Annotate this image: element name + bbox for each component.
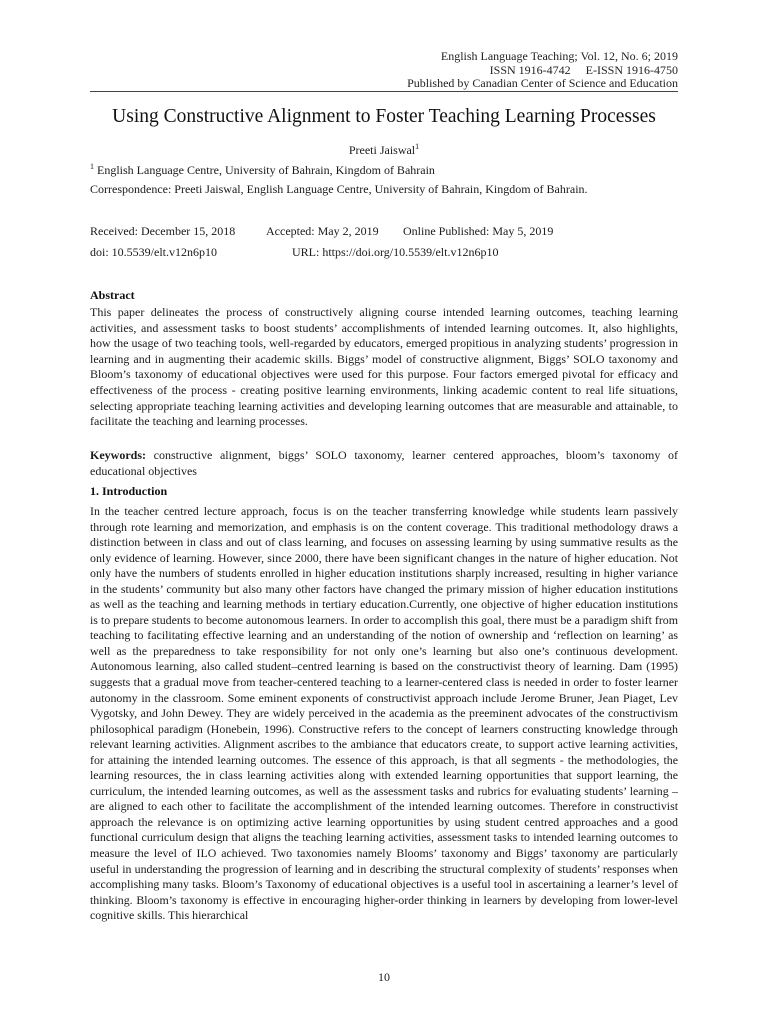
keywords-text: constructive alignment, biggs’ SOLO taxonomy, learner centered approaches, bloom’s taxonomy of educational objectives: [90, 448, 678, 478]
publication-dates: [90, 224, 678, 238]
correspondence: Correspondence: Preeti Jaiswal, English Language Centre, University of Bahrain, Kingdom of Bahrain.: [90, 182, 588, 196]
author-line: [90, 143, 678, 157]
affiliation-text: English Language Centre, University of Bahrain, Kingdom of Bahrain: [97, 163, 435, 177]
header-rule: [90, 91, 678, 92]
running-head: [407, 50, 678, 91]
published-date: Online Published: May 5, 2019: [403, 224, 554, 238]
abstract-text: This paper delineates the process of constructively aligning course intended learning outcomes, teaching learning activities, and assessment tasks to boost students’ accomplishments of intended learning outcomes. It, also highlights, how the usage of two teaching tools, well-regarded by educators, emerged propitious in analyzing students’ progression in learning and in augmenting their academic skills. Biggs’ model of constructive alignment, Biggs’ SOLO taxonomy and Bloom’s taxonomy of educational objectives were used for this purpose. Four factors emerged pivotal for efficacy and effectiveness of the process - creating positive learning environments, linking academic content to real life situations, selecting appropriate teaching learning activities and developing learning outcomes that are measurable and attainable, to facilitate the teaching and learning processes.: [90, 305, 678, 429]
publisher-line: Published by Canadian Center of Science and Education: [407, 76, 678, 90]
doi[interactable]: doi: 10.5539/elt.v12n6p10: [90, 245, 217, 259]
affiliation: [90, 163, 678, 177]
author-name: Preeti Jaiswal: [348, 143, 416, 157]
page-number: 10: [378, 970, 390, 984]
author-superscript: 1: [415, 142, 420, 151]
keywords-label: Keywords:: [90, 448, 146, 462]
keywords: [90, 448, 678, 479]
abstract-heading: Abstract: [90, 288, 135, 302]
introduction-heading: 1. Introduction: [90, 484, 168, 498]
article-title: Using Constructive Alignment to Foster Teaching Learning Processes: [112, 106, 656, 127]
journal-citation: English Language Teaching; Vol. 12, No. 6; 2019: [440, 49, 678, 63]
accepted-date: Accepted: May 2, 2019: [266, 224, 379, 238]
issn-line: ISSN 1916-4742 E-ISSN 1916-4750: [489, 62, 678, 77]
introduction-text: In the teacher centred lecture approach, focus is on the teacher transferring knowledge while students learn passively through rote learning and memorization, and emphasis is on the content coverage. This traditional methodology draws a distinction between in class and out of class learning, and focuses on assessing learning by using summative results as the only evidence of learning. However, since 2000, there have been significant changes in the nature of higher education. Not only have the numbers of students enrolled in higher education institutions sharply increased, resulting in higher variance in the students’ community but also many other factors have changed the primary mission of higher education institutions as well as the teaching and learning methods in tertiary education.Currently, one objective of higher education institutions is to prepare students to become autonomous learners. In order to accomplish this goal, there must be a paradigm shift from teaching to facilitating effective learning and an understanding of the notion of ownership and ‘reflection on learning’ as well as the preparedness to take responsibility for not only one’s learning but also one’s continuous development. Autonomous learning, also called student–centred learning is based on the constructivist theory of learning. Dam (1995) suggests that a gradual move from teacher-centered teaching to a learner-centered class is needed in order to foster learner autonomy in the classroom. Some eminent exponents of constructivist approach include Jerome Bruner, Jean Piaget, Lev Vygotsky, and John Dewey. They are widely perceived in the academia as the preeminent advocates of the constructivism philosophical paradigm (Honebein, 1996). Constructive refers to the concept of learners constructing knowledge through relevant learning activities. Alignment ascribes to the ambiance that educators create, to support active learning activities, for attaining the intended learning outcomes. The essence of this approach, is that all segments - the methodologies, the learning resources, the in class learning activities along with extended learning opportunities that support learning, the curriculum, the intended learning outcomes, as well as the assessment tasks and rubrics for evaluating students’ learning – are aligned to each other to facilitate the accomplishment of the intended learning outcomes. Therefore in constructivist approach the relevance is on optimizing active learning opportunities by using student centred approaches and a good functional curriculum design that aligns the teaching learning activities, assessment tasks to intended learning outcomes to measure the level of ILO achieved. Two taxonomies namely Blooms’ taxonomy and Biggs’ taxonomy are particularly useful in understanding the progression of learning and in describing the structural complexity of students’ responses when accomplishing many tasks. Bloom’s Taxonomy of educational objectives is a useful tool in ascertaining a learner’s level of thinking. Bloom’s taxonomy is effective in encouraging higher-order thinking in learners by developing from lower-level cognitive skills. This hierarchical: [90, 504, 678, 923]
received-date: Received: December 15, 2018: [90, 224, 236, 238]
affiliation-superscript: 1: [90, 162, 94, 171]
doi-line: [90, 245, 678, 259]
doi-url[interactable]: URL: https://doi.org/10.5539/elt.v12n6p10: [292, 245, 499, 259]
